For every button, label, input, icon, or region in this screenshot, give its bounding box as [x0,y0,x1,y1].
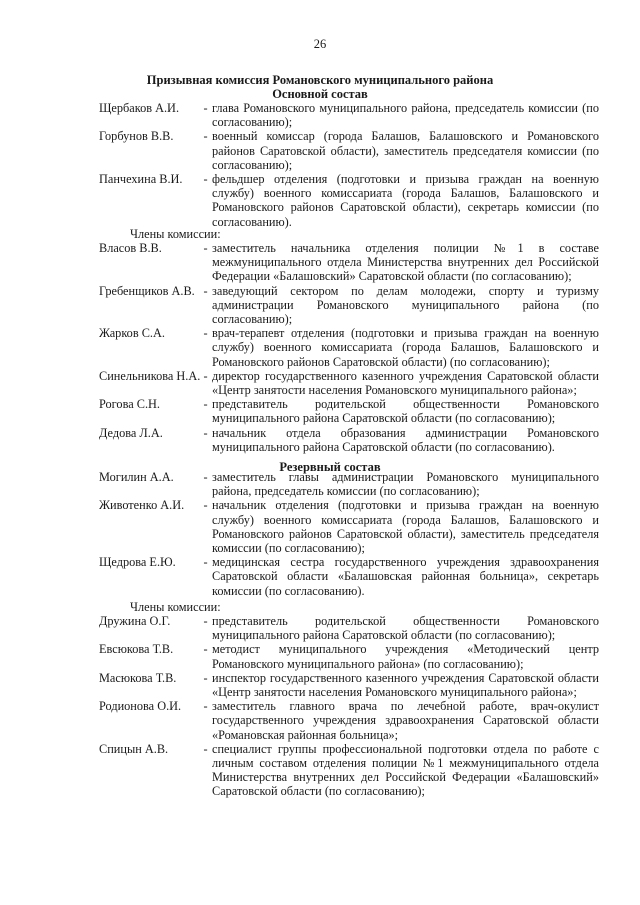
person-entry [99,284,599,327]
dash-separator: - [203,326,208,341]
person-name: Жарков С.А. [99,326,165,341]
dash-separator: - [203,397,208,412]
reserve-leadership-list [99,470,599,598]
commission-title: Призывная комиссия Романовского муниципального района [146,73,494,87]
main-members-label: Члены комиссии: [130,227,221,241]
dash-separator: - [203,283,208,298]
person-position: инспектор государственного казенного учреждения Саратовской области «Центр занятости населения Романовского муниципального района»; [212,670,599,700]
person-entry [99,397,599,425]
dash-separator: - [203,425,208,440]
person-position: заместитель главного врача по лечебной работе, врач-окулист государственного учреждения здравоохранения Саратовской области «Романовская районная больница»; [212,699,599,742]
dash-separator: - [203,129,208,144]
person-entry [99,555,599,598]
person-position: представитель родительской общественности Романовского муниципального района Саратовской области (по согласованию); [212,614,599,643]
person-position: фельдшер отделения (подготовки и призыва граждан на военную службу) военного комиссариата (города Балашов, Балашовского и Романовского районов Саратовской области), секретарь комиссии (по согласованию). [212,172,599,229]
main-members-list [99,241,599,454]
person-name: Дедова Л.А. [99,425,163,440]
person-name: Могилин А.А. [99,470,174,484]
person-name: Дружина О.Г. [99,614,171,628]
page-number: 26 [313,37,327,51]
person-name: Горбунов В.В. [99,129,174,144]
dash-separator: - [203,670,208,685]
person-name: Спицын А.В. [99,741,169,756]
person-entry [99,498,599,555]
dash-separator: - [203,699,208,714]
person-name: Рогова С.Н. [99,397,160,412]
person-entry [99,699,599,742]
person-position: специалист группы профессиональной подготовки отдела по работе с личным составом отделения полиции №1 межмуниципального отдела Министерства внутренних дел Российской Федерации «Балашовский» Саратовской области (по согласованию); [212,741,599,799]
person-entry [99,241,599,284]
person-name: Синельникова Н.А. [99,368,201,383]
person-entry [99,742,599,799]
person-position: медицинская сестра государственного учреждения здравоохранения Саратовской области «Балашовская районная больница», секретарь комиссии (по согласованию). [212,555,599,598]
dash-separator: - [203,368,208,383]
person-position: начальник отделения (подготовки и призыва граждан на военную службу) военного комиссариата (города Балашов, Балашовского и Романовского районов Саратовской области), заместитель председателя комиссии (по согласованию); [212,498,599,556]
person-entry [99,671,599,699]
person-position: заместитель главы администрации Романовского муниципального района, председатель комиссии (по согласованию); [212,470,599,499]
person-entry [99,172,599,229]
person-position: заместитель начальника отделения полиции №1 в составе межмуниципального отдела Министерства внутренних дел Российской Федерации «Балашовский» Саратовской области (по согласованию); [212,241,599,284]
person-entry [99,369,599,397]
person-name: Родионова О.И. [99,699,182,714]
main-composition-heading: Основной состав [272,87,368,101]
person-entry [99,326,599,369]
dash-separator: - [203,101,208,115]
person-position: представитель родительской общественности Романовского муниципального района Саратовской области (по согласованию); [212,397,599,426]
person-name: Животенко А.И. [99,498,185,513]
person-position: военный комиссар (города Балашов, Балашовского и Романовского районов Саратовской области), заместитель председателя комиссии (по согласованию); [212,129,599,172]
person-entry [99,642,599,670]
dash-separator: - [203,470,208,484]
reserve-composition-heading: Резервный состав [279,460,381,474]
person-position: начальник отдела образования администрации Романовского муниципального района Саратовской области (по согласованию). [212,425,599,454]
dash-separator: - [203,614,208,628]
dash-separator: - [203,172,208,187]
dash-separator: - [203,555,208,570]
person-name: Гребенщиков А.В. [99,283,195,298]
person-entry [99,426,599,454]
person-entry [99,129,599,172]
person-position: глава Романовского муниципального района, председатель комиссии (по согласованию); [212,101,599,130]
person-entry [99,470,599,498]
person-name: Панчехина В.И. [99,172,183,187]
person-position: врач-терапевт отделения (подготовки и призыва граждан на военную службу) военного комиссариата (города Балашов, Балашовского и Романовского районов Саратовской области) (по согласованию); [212,326,599,369]
person-position: заведующий сектором по делам молодежи, спорту и туризму администрации Романовского муниципального района (по согласованию); [212,283,599,327]
person-name: Щербаков А.И. [99,101,180,115]
person-name: Масюкова Т.В. [99,670,177,685]
dash-separator: - [203,498,208,513]
reserve-members-list [99,614,599,799]
person-name: Евсюкова Т.В. [99,642,174,657]
dash-separator: - [203,241,208,255]
person-entry [99,101,599,129]
reserve-members-label: Члены комиссии: [130,600,221,614]
person-name: Щедрова Е.Ю. [99,555,176,570]
main-leadership-list [99,101,599,229]
person-entry [99,614,599,642]
person-name: Власов В.В. [99,241,162,255]
person-position: директор государственного казенного учреждения Саратовской области «Центр занятости населения Романовского муниципального района»; [212,368,599,398]
person-position: методист муниципального учреждения «Методический центр Романовского муниципального района» (по согласованию); [212,642,599,671]
dash-separator: - [203,741,208,756]
dash-separator: - [203,642,208,657]
